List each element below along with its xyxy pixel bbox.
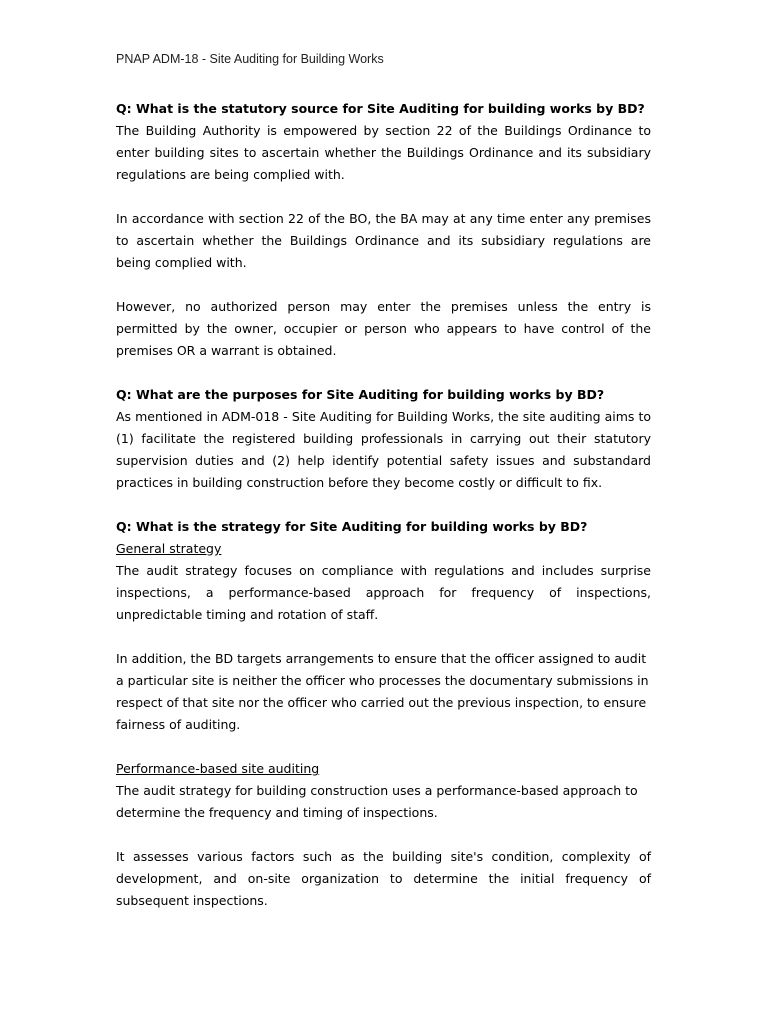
- paragraph-spacer: [116, 186, 651, 208]
- paragraph: However, no authorized person may enter the premises unless the entry is permitted by the owner, occupier or person who appears to have control of the premises OR a warrant is obtained.: [116, 299, 651, 358]
- document-body: [116, 98, 651, 912]
- paragraph: The Building Authority is empowered by section 22 of the Buildings Ordinance to enter building sites to ascertain whether the Buildings Ordinance and its subsidiary regulations are being complied with.: [116, 123, 651, 182]
- paragraph-spacer: [116, 494, 651, 516]
- paragraph: It assesses various factors such as the building site's condition, complexity of development, and on-site organization to determine the initial frequency of subsequent inspections.: [116, 849, 651, 908]
- paragraph-spacer: [116, 362, 651, 384]
- question-purposes: Q: What are the purposes for Site Auditing for building works by BD?: [116, 387, 605, 402]
- paragraph: In accordance with section 22 of the BO, the BA may at any time enter any premises to ascertain whether the Buildings Ordinance and its subsidiary regulations are being complied with.: [116, 211, 651, 270]
- paragraph: The audit strategy for building construction uses a performance-based approach to determine the frequency and timing of inspections.: [116, 783, 638, 820]
- subheading-general-strategy: General strategy: [116, 541, 222, 556]
- running-header: PNAP ADM-18 - Site Auditing for Building Works: [116, 52, 384, 66]
- paragraph: The audit strategy focuses on compliance with regulations and includes surprise inspections, a performance-based approach for frequency of inspections, unpredictable timing and rotation of staff.: [116, 563, 651, 622]
- paragraph-spacer: [116, 736, 651, 758]
- paragraph-spacer: [116, 824, 651, 846]
- paragraph-spacer: [116, 626, 651, 648]
- paragraph: As mentioned in ADM-018 - Site Auditing for Building Works, the site auditing aims to (1) facilitate the registered building professionals in carrying out their statutory supervision duties and (2) help identify potential safety issues and substandard practices in building construction before they become costly or difficult to fix.: [116, 409, 651, 490]
- subheading-performance-based: Performance-based site auditing: [116, 761, 320, 776]
- document-page: [116, 50, 651, 912]
- paragraph-spacer: [116, 274, 651, 296]
- paragraph: In addition, the BD targets arrangements to ensure that the officer assigned to audit a particular site is neither the officer who processes the documentary submissions in respect of that site nor the officer who carried out the previous inspection, to ensure fairness of auditing.: [116, 651, 649, 732]
- question-statutory-source: Q: What is the statutory source for Site Auditing for building works by BD?: [116, 101, 645, 116]
- question-strategy: Q: What is the strategy for Site Auditing for building works by BD?: [116, 519, 588, 534]
